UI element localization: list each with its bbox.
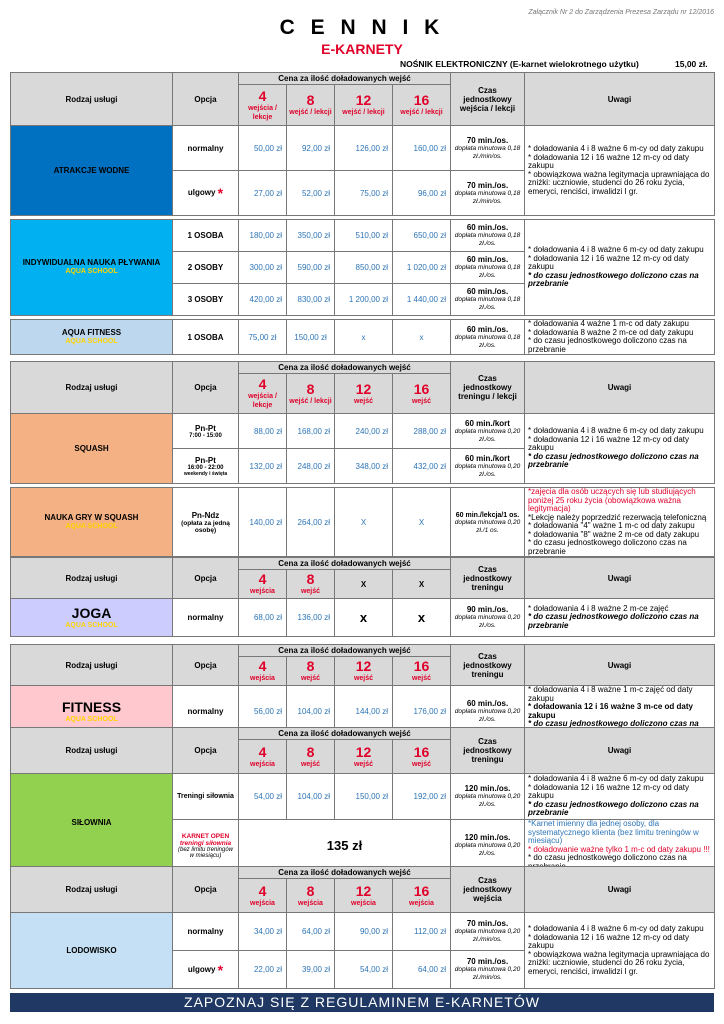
col-option: Opcja: [173, 645, 239, 686]
service-rink: LODOWISKO: [11, 913, 173, 989]
col-notes: Uwagi: [525, 645, 715, 686]
col-option: Opcja: [173, 73, 239, 126]
col-8: 8 wejścia: [287, 879, 335, 913]
price-4: 300,00 zł: [239, 252, 287, 284]
price-16: 176,00 zł: [393, 686, 451, 738]
price-4: 180,00 zł: [239, 220, 287, 252]
option: ulgowy *: [173, 951, 239, 989]
option: normalny: [173, 913, 239, 951]
col-12: X: [335, 570, 393, 599]
price-8: 104,00 zł: [287, 686, 335, 738]
price-12: 54,00 zł: [335, 951, 393, 989]
unit-time: 70 min./os. dopłata minutowa 0,18 zł./min/os.: [451, 126, 525, 171]
price-16: x: [393, 599, 451, 637]
price-16: 192,00 zł: [393, 774, 451, 820]
col-8: 8 wejść: [287, 570, 335, 599]
option: ulgowy *: [173, 171, 239, 216]
col-16: X: [393, 570, 451, 599]
unit-time: 70 min./os. dopłata minutowa 0,18 zł./min/os.: [451, 171, 525, 216]
col-option: Opcja: [173, 728, 239, 774]
price-12: 1 200,00 zł: [335, 284, 393, 316]
col-price-group: Cena za ilość doładowanych wejść: [239, 73, 451, 85]
option: 1 OSOBA: [173, 320, 239, 355]
col-16: 16 wejść: [393, 657, 451, 686]
col-notes: Uwagi: [525, 73, 715, 126]
notes: * doładowania 4 i 8 ważne 6 m-cy od daty zakupu * doładowania 12 i 16 ważne 12 m-cy od daty zakupu * do czasu jednostkowego doliczono czas na przebranie: [525, 414, 715, 484]
price-16: 1 440,00 zł: [393, 284, 451, 316]
price-16: 432,00 zł: [393, 449, 451, 484]
price-8: 248,00 zł: [287, 449, 335, 484]
price-table-squash: [10, 361, 715, 557]
carrier-price: 15,00 zł.: [675, 59, 708, 69]
col-12: 12 wejścia: [335, 879, 393, 913]
price-4: 22,00 zł: [239, 951, 287, 989]
price-16: 1 020,00 zł: [393, 252, 451, 284]
col-8: 8 wejść / lekcji: [287, 374, 335, 414]
price-8: 830,00 zł: [287, 284, 335, 316]
price-12: 510,00 zł: [335, 220, 393, 252]
service-yoga: JOGA AQUA SCHOOL: [11, 599, 173, 637]
page-title: C E N N I K: [279, 16, 445, 39]
notes: *Karnet imienny dla jednej osoby, dla systematycznego klienta (bez limitu treningów w miesiącu) * doładowanie ważne tylko 1 m-c od daty zakupu !!! * do czasu jednostkowego doliczono czas na: [525, 820, 715, 872]
unit-time: 70 min./os. dopłata minutowa 0,20 zł./min/os.: [451, 951, 525, 989]
price-table-pool: [10, 72, 715, 355]
option: normalny: [173, 599, 239, 637]
col-16: 16 wejść: [393, 374, 451, 414]
price-4: 420,00 zł: [239, 284, 287, 316]
unit-time: 60 min./os. dopłata minutowa 0,18 zł./os.: [451, 220, 525, 252]
col-4: 4 wejścia: [239, 570, 287, 599]
price-12: 90,00 zł: [335, 913, 393, 951]
col-4: 4 wejścia: [239, 657, 287, 686]
footer-banner[interactable]: ZAPOZNAJ SIĘ Z REGULAMINEM E-KARNETÓW: [10, 993, 714, 1012]
price-4: 34,00 zł: [239, 913, 287, 951]
price-12: 150,00 zł: [335, 774, 393, 820]
col-4: 4 wejścia / lekcje: [239, 374, 287, 414]
col-service: Rodzaj usługi: [11, 362, 173, 414]
col-16: 16 wejść / lekcji: [393, 85, 451, 126]
price-8: 150,00 zł: [287, 320, 335, 355]
col-service: Rodzaj usługi: [11, 558, 173, 599]
service-aquafitness: AQUA FITNESS AQUA SCHOOL: [11, 320, 173, 355]
col-time: Czas jednostkowy treningu: [451, 558, 525, 599]
price-16: 650,00 zł: [393, 220, 451, 252]
price-16: X: [393, 488, 451, 557]
price-12: 850,00 zł: [335, 252, 393, 284]
option: Pn-Pt 16:00 - 22:00 weekendy i święta: [173, 449, 239, 484]
price-12: x: [335, 320, 393, 355]
col-notes: Uwagi: [525, 867, 715, 913]
col-option: Opcja: [173, 558, 239, 599]
price-12: X: [335, 488, 393, 557]
price-12: 126,00 zł: [335, 126, 393, 171]
price-4: 27,00 zł: [239, 171, 287, 216]
price-12: 75,00 zł: [335, 171, 393, 216]
price-4: 68,00 zł: [239, 599, 287, 637]
price-16: 160,00 zł: [393, 126, 451, 171]
price-table-gym: [10, 727, 715, 872]
option: Treningi siłownia: [173, 774, 239, 820]
price-4: 56,00 zł: [239, 686, 287, 738]
price-8: 168,00 zł: [287, 414, 335, 449]
notes: * doładowania 4 ważne 1 m-c od daty zakupu * doładowania 8 ważne 2 m-ce od daty zakupu * do czasu jednostkowego doliczono czas na przebranie: [525, 320, 715, 355]
col-service: Rodzaj usługi: [11, 867, 173, 913]
unit-time: 60 min./os. dopłata minutowa 0,18 zł./os.: [451, 320, 525, 355]
col-4: 4 wejścia / lekcje: [239, 85, 287, 126]
notes: * doładowania 4 i 8 ważne 1 m-c zajęć od daty zakupu * doładowania 12 i 16 ważne 3 m-ce od daty zakupu * do czasu jednostkowego doliczono czas na: [525, 686, 715, 738]
price-4: 75,00 zł: [239, 320, 287, 355]
notes: * doładowania 4 i 8 ważne 6 m-cy od daty zakupu * doładowania 12 i 16 ważne 12 m-cy od daty zakupu * do czasu jednostkowego doliczono czas na przebranie: [525, 774, 715, 820]
col-4: 4 wejścia: [239, 740, 287, 774]
option: 1 OSOBA: [173, 220, 239, 252]
price-8: 136,00 zł: [287, 599, 335, 637]
col-time: Czas jednostkowy treningu / lekcji: [451, 362, 525, 414]
notes: * doładowania 4 i 8 ważne 2 m-ce zajęć * do czasu jednostkowego doliczono czas na przebranie: [525, 599, 715, 637]
price-4: 50,00 zł: [239, 126, 287, 171]
price-16: x: [393, 320, 451, 355]
col-16: 16 wejść: [393, 740, 451, 774]
unit-time: 60 min./os. dopłata minutowa 0,20 zł./os.: [451, 686, 525, 738]
carrier-label: NOŚNIK ELEKTRONICZNY (E-karnet wielokrotnego użytku): [400, 59, 639, 69]
col-16: 16 wejścia: [393, 879, 451, 913]
option: normalny: [173, 126, 239, 171]
col-8: 8 wejść / lekcji: [287, 85, 335, 126]
col-time: Czas jednostkowy treningu: [451, 728, 525, 774]
unit-time: 60 min./kort dopłata minutowa 0,20 zł./os.: [451, 414, 525, 449]
option: Pn-Ndz (opłata za jedną osobę): [173, 488, 239, 557]
price-12: x: [335, 599, 393, 637]
price-4: 132,00 zł: [239, 449, 287, 484]
col-price-group: Cena za ilość doładowanych wejść: [239, 728, 451, 740]
col-12: 12 wejść: [335, 740, 393, 774]
service-squash-school: NAUKA GRY W SQUASH AQUA SCHOOL: [11, 488, 173, 557]
price-16: 288,00 zł: [393, 414, 451, 449]
price-8: 92,00 zł: [287, 126, 335, 171]
option: 2 OSOBY: [173, 252, 239, 284]
open-price: 135 zł: [239, 820, 451, 872]
price-12: 144,00 zł: [335, 686, 393, 738]
col-service: Rodzaj usługi: [11, 73, 173, 126]
unit-time: 60 min./kort dopłata minutowa 0,20 zł./os.: [451, 449, 525, 484]
option: normalny: [173, 686, 239, 738]
price-8: 39,00 zł: [287, 951, 335, 989]
notes: * doładowania 4 i 8 ważne 6 m-cy od daty zakupu * doładowania 12 i 16 ważne 12 m-cy od daty zakupu * do czasu jednostkowego doliczono czas na przebranie: [525, 220, 715, 316]
service-fitness: FITNESS AQUA SCHOOL: [11, 686, 173, 738]
unit-time: 60 min./os. dopłata minutowa 0,18 zł./os.: [451, 284, 525, 316]
price-table-rink: [10, 866, 715, 989]
price-16: 112,00 zł: [393, 913, 451, 951]
price-4: 88,00 zł: [239, 414, 287, 449]
service-gym: SIŁOWNIA: [11, 774, 173, 872]
col-option: Opcja: [173, 867, 239, 913]
col-option: Opcja: [173, 362, 239, 414]
col-12: 12 wejść: [335, 657, 393, 686]
col-time: Czas jednostkowy treningu: [451, 645, 525, 686]
col-price-group: Cena za ilość doładowanych wejść: [239, 645, 451, 657]
price-16: 64,00 zł: [393, 951, 451, 989]
price-8: 64,00 zł: [287, 913, 335, 951]
col-notes: Uwagi: [525, 728, 715, 774]
page-subtitle: E-KARNETY: [321, 41, 403, 57]
price-16: 96,00 zł: [393, 171, 451, 216]
option: Pn-Pt 7:00 - 15:00: [173, 414, 239, 449]
price-4: 54,00 zł: [239, 774, 287, 820]
price-8: 350,00 zł: [287, 220, 335, 252]
service-water: ATRAKCJE WODNE: [11, 126, 173, 216]
col-service: Rodzaj usługi: [11, 645, 173, 686]
price-12: 348,00 zł: [335, 449, 393, 484]
col-service: Rodzaj usługi: [11, 728, 173, 774]
col-8: 8 wejść: [287, 740, 335, 774]
col-time: Czas jednostkowy wejścia / lekcji: [451, 73, 525, 126]
unit-time: 90 min./os. dopłata minutowa 0,20 zł./os.: [451, 599, 525, 637]
service-squash: SQUASH: [11, 414, 173, 484]
option: 3 OSOBY: [173, 284, 239, 316]
price-8: 590,00 zł: [287, 252, 335, 284]
col-8: 8 wejść: [287, 657, 335, 686]
unit-time: 120 min./os. dopłata minutowa 0,20 zł./os.: [451, 774, 525, 820]
price-table-yoga: [10, 557, 715, 637]
unit-time: 60 min./lekcja/1 os. dopłata minutowa 0,20 zł./1 os.: [451, 488, 525, 557]
col-price-group: Cena za ilość doładowanych wejść: [239, 362, 451, 374]
col-time: Czas jednostkowy wejścia: [451, 867, 525, 913]
col-12: 12 wejść / lekcji: [335, 85, 393, 126]
col-price-group: Cena za ilość doładowanych wejść: [239, 867, 451, 879]
notes: * doładowania 4 i 8 ważne 6 m-cy od daty zakupu * doładowania 12 i 16 ważne 12 m-cy od daty zakupu * obowiązkowa ważna legitymacja uprawniająca do zniżki: uczniowie, studenci do 26 roku życia, emeryci, renciści, inwalidzi I gr.: [525, 913, 715, 989]
unit-time: 70 min./os. dopłata minutowa 0,20 zł./min/os.: [451, 913, 525, 951]
col-4: 4 wejścia: [239, 879, 287, 913]
price-8: 52,00 zł: [287, 171, 335, 216]
unit-time: 60 min./os. dopłata minutowa 0,18 zł./os.: [451, 252, 525, 284]
option-open: KARNET OPEN treningi siłownia (bez limitu treningów w miesiącu): [173, 820, 239, 872]
price-8: 104,00 zł: [287, 774, 335, 820]
col-price-group: Cena za ilość doładowanych wejść: [239, 558, 451, 570]
price-12: 240,00 zł: [335, 414, 393, 449]
notes: * doładowania 4 i 8 ważne 6 m-cy od daty zakupu * doładowania 12 i 16 ważne 12 m-cy od daty zakupu * obowiązkowa ważna legitymacja uprawniająca do zniżki: uczniowie, studenci do 26 roku życia, emeryci, renciści, inwalidzi I gr.: [525, 126, 715, 216]
notes: *zajęcia dla osób uczących się lub studiujących poniżej 25 roku życia (obowiązkowa ważna legitymacja) *Lekcję należy poprzedzić rezerwacją telefoniczną * doładowania "4" ważne 1 m-c od daty zakupu * doładowania "8" ważne 2 m-ce od daty zakupu * do czasu jednostkowego doliczono czas na przebranie: [525, 488, 715, 557]
unit-time: 120 min./os. dopłata minutowa 0,20 zł./os.: [451, 820, 525, 872]
col-notes: Uwagi: [525, 362, 715, 414]
service-swim: INDYWIDUALNA NAUKA PŁYWANIA AQUA SCHOOL: [11, 220, 173, 316]
price-8: 264,00 zł: [287, 488, 335, 557]
col-12: 12 wejść: [335, 374, 393, 414]
attachment-note: Załącznik Nr 2 do Zarządzenia Prezesa Zarządu nr 12/2016: [528, 9, 714, 16]
col-notes: Uwagi: [525, 558, 715, 599]
price-4: 140,00 zł: [239, 488, 287, 557]
price-table-fitness: [10, 644, 715, 738]
